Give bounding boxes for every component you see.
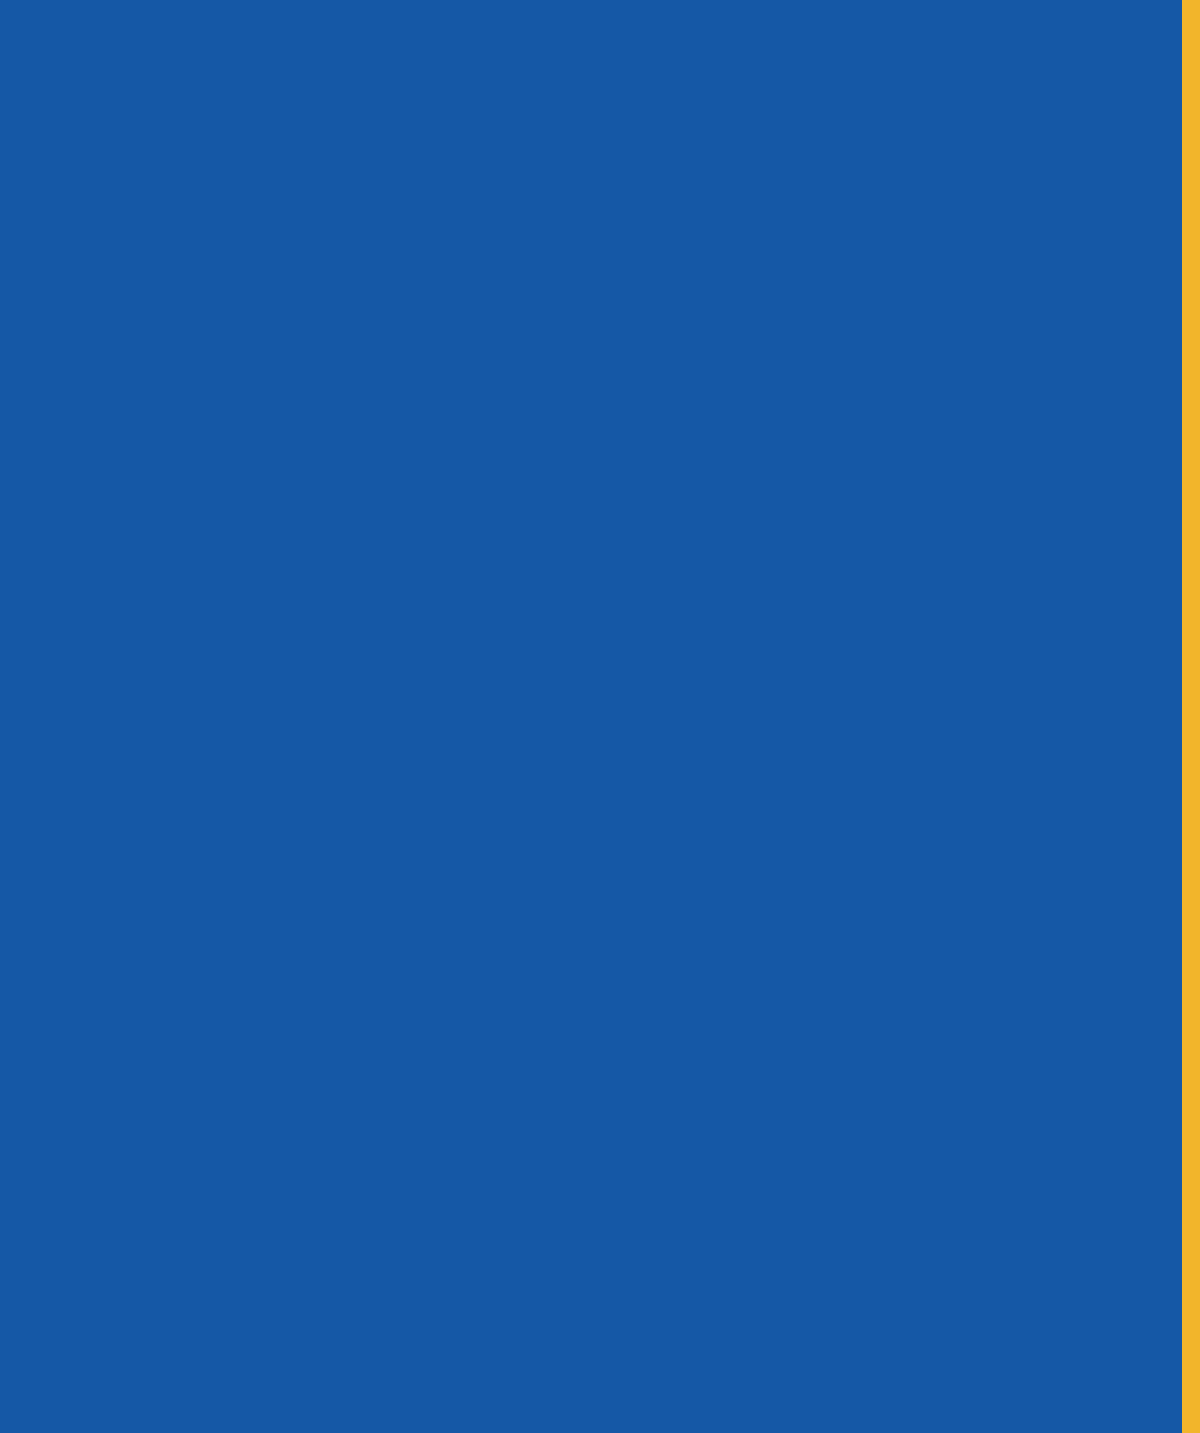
side-accent-stripe: [1182, 0, 1200, 1433]
